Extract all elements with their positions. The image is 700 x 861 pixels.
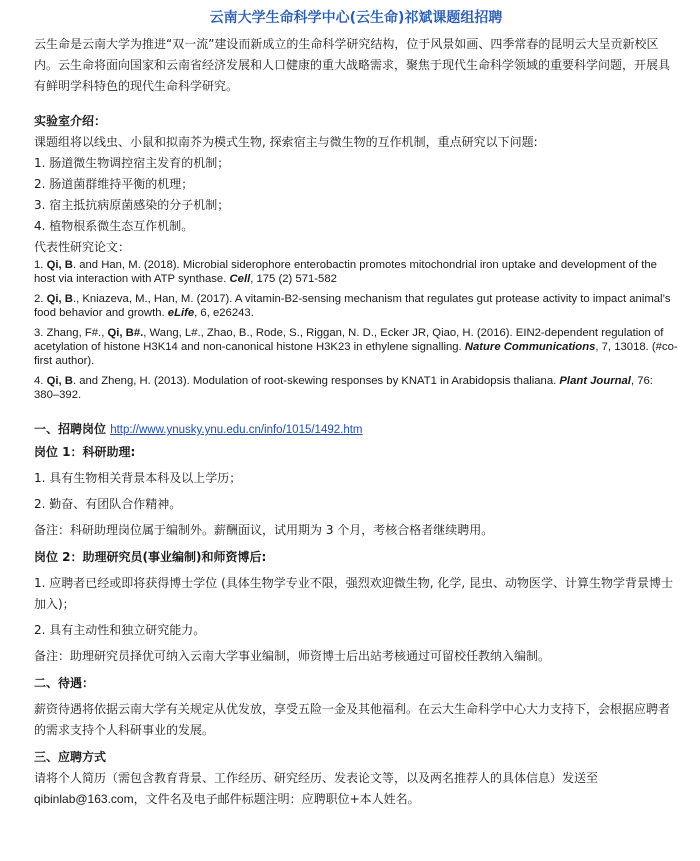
recruitment-link[interactable]: http://www.ynusky.ynu.edu.cn/info/1015/1492.htm (110, 424, 363, 436)
research-question-4: 4. 植物根系微生态互作机制。 (34, 219, 194, 233)
research-question-1: 1. 肠道微生物调控宿主发育的机制； (34, 156, 230, 170)
benefits-text: 薪资待遇将依据云南大学有关规定从优发放，享受五险一金及其他福利。在云大生命科学中心大力支持下，会根据应聘者的需求支持个人科研事业的发展。 (34, 702, 671, 737)
position-1-requirement-1: 1. 具有生物相关背景本科及以上学历； (34, 471, 242, 485)
position-2-heading: 岗位 2：助理研究员(事业编制)和师资博后: (34, 550, 267, 564)
papers-heading: 代表性研究论文： (34, 240, 131, 254)
lab-description: 课题组将以线虫、小鼠和拟南芥为模式生物, 探索宿主与微生物的互作机制，重点研究以下问题: (34, 135, 538, 149)
position-2-requirement-2: 2. 具有主动性和独立研究能力。 (34, 623, 206, 637)
position-2-note: 备注：助理研究员择优可纳入云南大学事业编制，师资博士后出站考核通过可留校任教纳入编制。 (34, 649, 551, 663)
contact-email[interactable]: qibinlab@163.com (34, 792, 134, 806)
position-1-requirement-2: 2. 勤奋、有团队合作精神。 (34, 497, 182, 511)
position-1-heading: 岗位 1：科研助理: (34, 445, 136, 459)
section-application-heading: 三、应聘方式 (34, 750, 107, 764)
paper-2: 2. Qi, B., Kniazeva, M., Han, M. (2017). A vitamin-B2-sensing mechanism that regulates gut protease activity to impact animal’s food behavior and growth. eLife, 6, e26243. (34, 293, 671, 319)
page-title: 云南大学生命科学中心(云生命)祁斌课题组招聘 (209, 10, 503, 26)
section-recruitment-heading: 一、招聘岗位 http://www.ynusky.ynu.edu.cn/info/1015/1492.htm (34, 422, 363, 436)
position-2-requirement-1: 1. 应聘者已经或即将获得博士学位 (具体生物学专业不限，强烈欢迎微生物, 化学, 昆虫、动物医学、计算生物学背景博士加入)； (34, 576, 674, 611)
paper-3: 3. Zhang, F#., Qi, B#., Wang, L#., Zhao, B., Rode, S., Riggan, N. D., Ecker JR, Qiao, H. (2016). EIN2-dependent regulation of acetylation of histone H3K14 and non-canonical histone H3K23 in ethylene signalling. Nature Communications, 7, 13018. (#co-first author). (34, 327, 678, 367)
intro-paragraph: 云生命是云南大学为推进“双一流”建设而新成立的生命科学研究结构，位于风景如画、四季常春的昆明云大呈贡新校区内。云生命将面向国家和云南省经济发展和人口健康的重大战略需求，聚焦于现代生命科学领域的重要科学问题，开展具有鲜明学科特色的现代生命科学研究。 (34, 37, 671, 93)
paper-1: 1. Qi, B. and Han, M. (2018). Microbial siderophore enterobactin promotes mitochondrial iron uptake and development of the host via interaction with ATP synthase. Cell, 175 (2) 571-582 (34, 259, 657, 285)
application-instructions: 请将个人简历（需包含教育背景、工作经历、研究经历、发表论文等，以及两名推荐人的具体信息）发送至 qibinlab@163.com，文件名及电子邮件标题注明：应聘职位+本人姓名。 (34, 771, 599, 806)
position-1-note: 备注：科研助理岗位属于编制外。薪酬面议，试用期为 3 个月，考核合格者继续聘用。 (34, 523, 494, 537)
paper-4: 4. Qi, B. and Zheng, H. (2013). Modulation of root-skewing responses by KNAT1 in Arabidopsis thaliana. Plant Journal, 76: 380–392. (34, 375, 653, 401)
section-benefits-heading: 二、待遇： (34, 676, 95, 690)
research-question-3: 3. 宿主抵抗病原菌感染的分子机制； (34, 198, 230, 212)
lab-heading: 实验室介绍： (34, 114, 107, 128)
research-question-2: 2. 肠道菌群维持平衡的机理； (34, 177, 194, 191)
